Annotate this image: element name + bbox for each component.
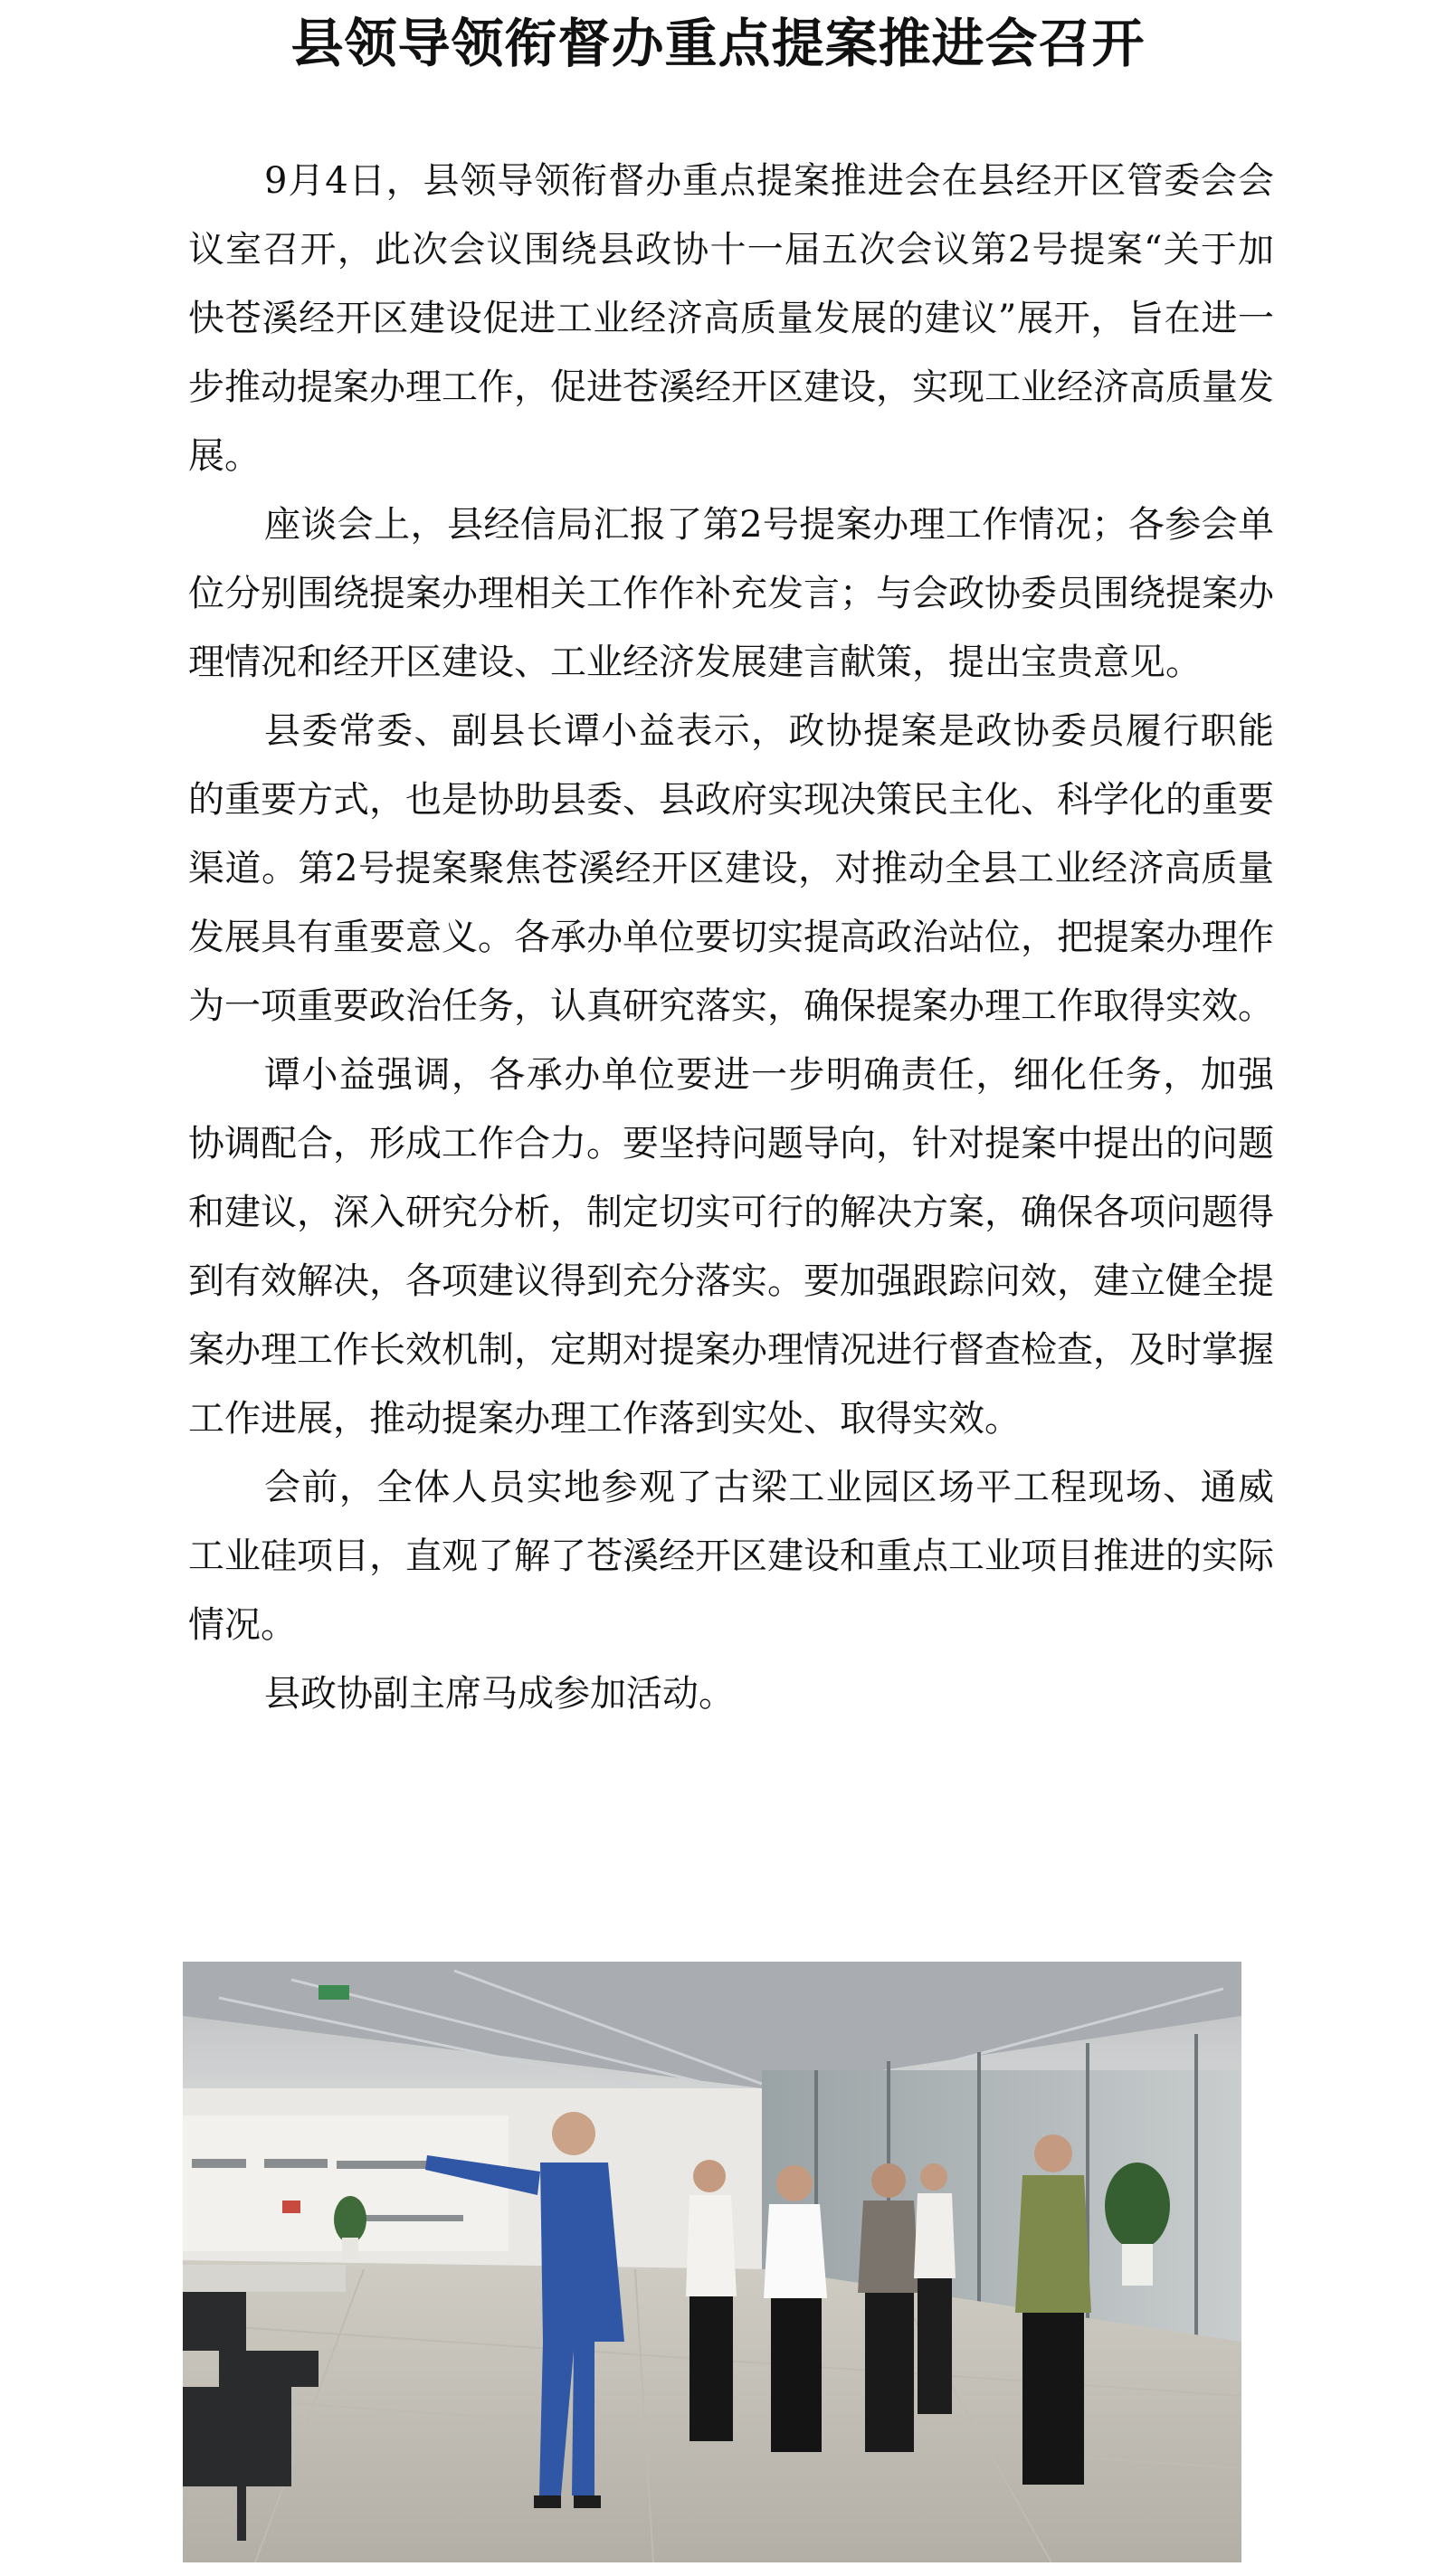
paragraph-1: 9月4日，县领导领衔督办重点提案推进会在县经开区管委会会议室召开，此次会议围绕县政协十一届五次会议第2号提案“关于加快苍溪经开区建设促进工业经济高质量发展的建议”展开，旨在进一步推动提案办理工作，促进苍溪经开区建设，实现工业经济高质量发展。 bbox=[188, 160, 1274, 477]
paragraph-2: 座谈会上，县经信局汇报了第2号提案办理工作情况；各参会单位分别围绕提案办理相关工作作补充发言；与会政协委员围绕提案办理情况和经开区建设、工业经济发展建言献策，提出宝贵意见。 bbox=[188, 504, 1274, 683]
paragraph-6: 县政协副主席马成参加活动。 bbox=[264, 1673, 735, 1715]
site-visit-photo bbox=[183, 1962, 1241, 2562]
paragraph-5: 会前，全体人员实地参观了古梁工业园区场平工程现场、通威工业硅项目，直观了解了苍溪经开区建设和重点工业项目推进的实际情况。 bbox=[188, 1467, 1274, 1646]
paragraph-4: 谭小益强调，各承办单位要进一步明确责任，细化任务，加强协调配合，形成工作合力。要坚持问题导向，针对提案中提出的问题和建议，深入研究分析，制定切实可行的解决方案，确保各项问题得到有效解决，各项建议得到充分落实。要加强跟踪问效，建立健全提案办理工作长效机制，定期对提案办理情况进行督查检查，及时掌握工作进展，推动提案办理工作落到实处、取得实效。 bbox=[188, 1054, 1274, 1440]
article-title: 县领导领衔督办重点提案推进会召开 bbox=[290, 13, 1146, 74]
article-body bbox=[188, 147, 1274, 1728]
paragraph-3: 县委常委、副县长谭小益表示，政协提案是政协委员履行职能的重要方式，也是协助县委、县政府实现决策民主化、科学化的重要渠道。第2号提案聚焦苍溪经开区建设，对推动全县工业经济高质量发展具有重要意义。各承办单位要切实提高政治站位，把提案办理作为一项重要政治任务，认真研究落实，确保提案办理工作取得实效。 bbox=[188, 710, 1274, 1027]
